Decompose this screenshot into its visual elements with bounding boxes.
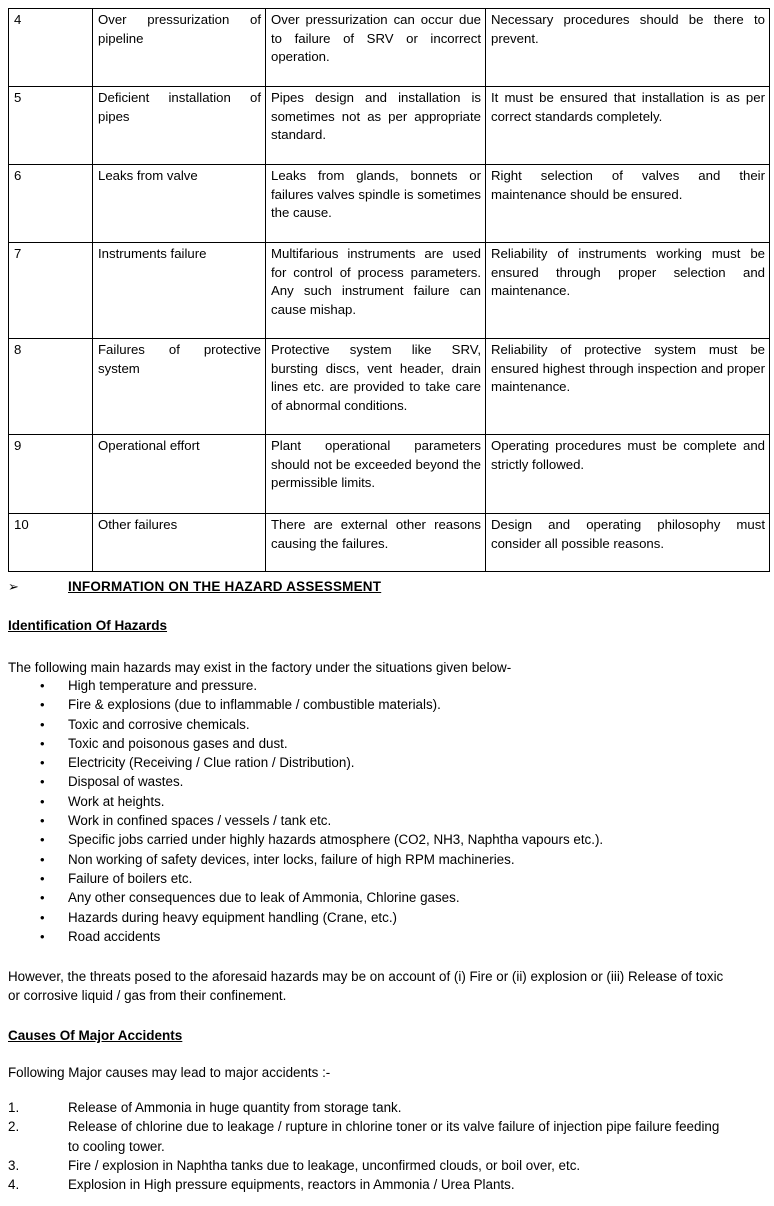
list-item-text: Electricity (Receiving / Clue ration / Distribution). [68, 755, 355, 771]
list-item-number: 1. [8, 1100, 20, 1115]
bullet-dot-icon: • [40, 928, 45, 944]
list-item [0, 715, 774, 734]
list-item-text: Specific jobs carried under highly hazards atmosphere (CO2, NH3, Naphtha vapours etc.). [68, 832, 604, 848]
table-row [9, 165, 770, 243]
list-item [0, 772, 774, 791]
table-row [9, 87, 770, 165]
row-cause: Plant operational parameters should not be exceeded beyond the permissible limits. [266, 435, 486, 514]
list-item-text: Toxic and corrosive chemicals. [68, 716, 250, 732]
row-cause: Over pressurization can occur due to failure of SRV or incorrect operation. [266, 9, 486, 87]
row-remedy: Right selection of valves and their maintenance should be ensured. [486, 165, 770, 243]
section-heading-text: INFORMATION ON THE HAZARD ASSESSMENT [68, 579, 382, 594]
identification-intro-text: The following main hazards may exist in the factory under the situations given below- [8, 660, 512, 675]
list-item [0, 869, 774, 888]
list-item-text: Work in confined spaces / vessels / tank etc. [68, 813, 332, 829]
row-serial-number: 8 [9, 339, 93, 435]
bullet-dot-icon: • [40, 716, 45, 732]
row-serial-number: 7 [9, 243, 93, 339]
table-body [9, 9, 770, 572]
list-item [0, 850, 774, 869]
bullet-dot-icon: • [40, 909, 45, 925]
row-description: Operational effort [93, 435, 266, 514]
list-item-number: 4. [8, 1177, 20, 1193]
list-item [0, 1117, 774, 1156]
list-item [0, 927, 774, 946]
row-serial-number: 9 [9, 435, 93, 514]
list-item [0, 1156, 774, 1175]
row-description: Over pressurization of pipeline [93, 9, 266, 87]
list-item [0, 888, 774, 907]
hazards-closing-paragraph: However, the threats posed to the aforesaid hazards may be on account of (i) Fire or (ii) explosion or (iii) Release of toxic or corrosive liquid / gas from their confinement. [8, 969, 724, 1003]
list-item-text: Explosion in High pressure equipments, reactors in Ammonia / Urea Plants. [68, 1177, 515, 1193]
list-item [0, 792, 774, 811]
list-item-text: Release of chlorine due to leakage / rupture in chlorine toner or its valve failure of injection pipe failure feeding to cooling tower. [68, 1119, 720, 1154]
list-item [0, 811, 774, 830]
list-item-text: Toxic and poisonous gases and dust. [68, 735, 288, 751]
row-remedy: Operating procedures must be complete and strictly followed. [486, 435, 770, 514]
row-remedy: Design and operating philosophy must consider all possible reasons. [486, 514, 770, 572]
bullet-dot-icon: • [40, 793, 45, 809]
table-row [9, 514, 770, 572]
row-remedy: Reliability of instruments working must be ensured through proper selection and maintenance. [486, 243, 770, 339]
bullet-dot-icon: • [40, 678, 45, 693]
list-item-text: Work at heights. [68, 793, 165, 809]
list-item-text: Fire & explosions (due to inflammable / combustible materials). [68, 697, 441, 713]
list-item-text: High temperature and pressure. [68, 678, 258, 693]
row-serial-number: 4 [9, 9, 93, 87]
bullet-dot-icon: • [40, 755, 45, 771]
row-cause: Multifarious instruments are used for control of process parameters. Any such instrument failure can cause mishap. [266, 243, 486, 339]
list-item [0, 753, 774, 772]
row-description: Leaks from valve [93, 165, 266, 243]
subheading-identification-of-hazards: Identification Of Hazards [8, 618, 168, 633]
row-serial-number: 10 [9, 514, 93, 572]
list-item-text: Disposal of wastes. [68, 774, 184, 790]
list-item-text: Failure of boilers etc. [68, 870, 193, 886]
list-item-text: Release of Ammonia in huge quantity from storage tank. [68, 1100, 402, 1115]
bullet-dot-icon: • [40, 870, 45, 886]
bullet-dot-icon: • [40, 697, 45, 713]
row-description: Other failures [93, 514, 266, 572]
table-row [9, 339, 770, 435]
list-item [0, 695, 774, 714]
list-item [0, 734, 774, 753]
row-description: Instruments failure [93, 243, 266, 339]
row-remedy: It must be ensured that installation is as per correct standards completely. [486, 87, 770, 165]
subheading-causes-of-major-accidents: Causes Of Major Accidents [8, 1028, 183, 1043]
row-cause: Leaks from glands, bonnets or failures valves spindle is sometimes the cause. [266, 165, 486, 243]
row-serial-number: 6 [9, 165, 93, 243]
bullet-dot-icon: • [40, 890, 45, 906]
bullet-dot-icon: • [40, 832, 45, 848]
causes-intro-text: Following Major causes may lead to major accidents :- [8, 1065, 331, 1080]
row-serial-number: 5 [9, 87, 93, 165]
row-description: Deficient installation of pipes [93, 87, 266, 165]
hazard-causes-table [8, 8, 770, 572]
bullet-dot-icon: • [40, 735, 45, 751]
list-item-number: 3. [8, 1157, 20, 1173]
list-item [0, 908, 774, 927]
bullet-dot-icon: • [40, 813, 45, 829]
section-heading-hazard-assessment [8, 578, 728, 597]
table-row [9, 243, 770, 339]
arrow-bullet-icon: ➢ [8, 580, 19, 595]
table-row [9, 9, 770, 87]
row-description: Failures of protective system [93, 339, 266, 435]
row-cause: Pipes design and installation is sometimes not as per appropriate standard. [266, 87, 486, 165]
major-causes-numbered-list [0, 1098, 774, 1194]
list-item-text: Non working of safety devices, inter locks, failure of high RPM machineries. [68, 851, 515, 867]
list-item-text: Fire / explosion in Naphtha tanks due to leakage, unconfirmed clouds, or boil over, etc. [68, 1157, 581, 1173]
list-item [0, 1098, 774, 1117]
bullet-dot-icon: • [40, 851, 45, 867]
table-row [9, 435, 770, 514]
list-item-number: 2. [8, 1119, 20, 1135]
list-item [0, 830, 774, 849]
row-cause: There are external other reasons causing the failures. [266, 514, 486, 572]
bullet-dot-icon: • [40, 774, 45, 790]
row-remedy: Reliability of protective system must be ensured highest through inspection and proper maintenance. [486, 339, 770, 435]
list-item [0, 676, 774, 695]
list-item-text: Any other consequences due to leak of Ammonia, Chlorine gases. [68, 890, 460, 906]
row-remedy: Necessary procedures should be there to prevent. [486, 9, 770, 87]
list-item [0, 1175, 774, 1194]
list-item-text: Road accidents [68, 928, 161, 944]
hazard-bullet-list [0, 676, 774, 946]
list-item-text: Hazards during heavy equipment handling (Crane, etc.) [68, 909, 397, 925]
row-cause: Protective system like SRV, bursting discs, vent header, drain lines etc. are provided to take care of abnormal conditions. [266, 339, 486, 435]
